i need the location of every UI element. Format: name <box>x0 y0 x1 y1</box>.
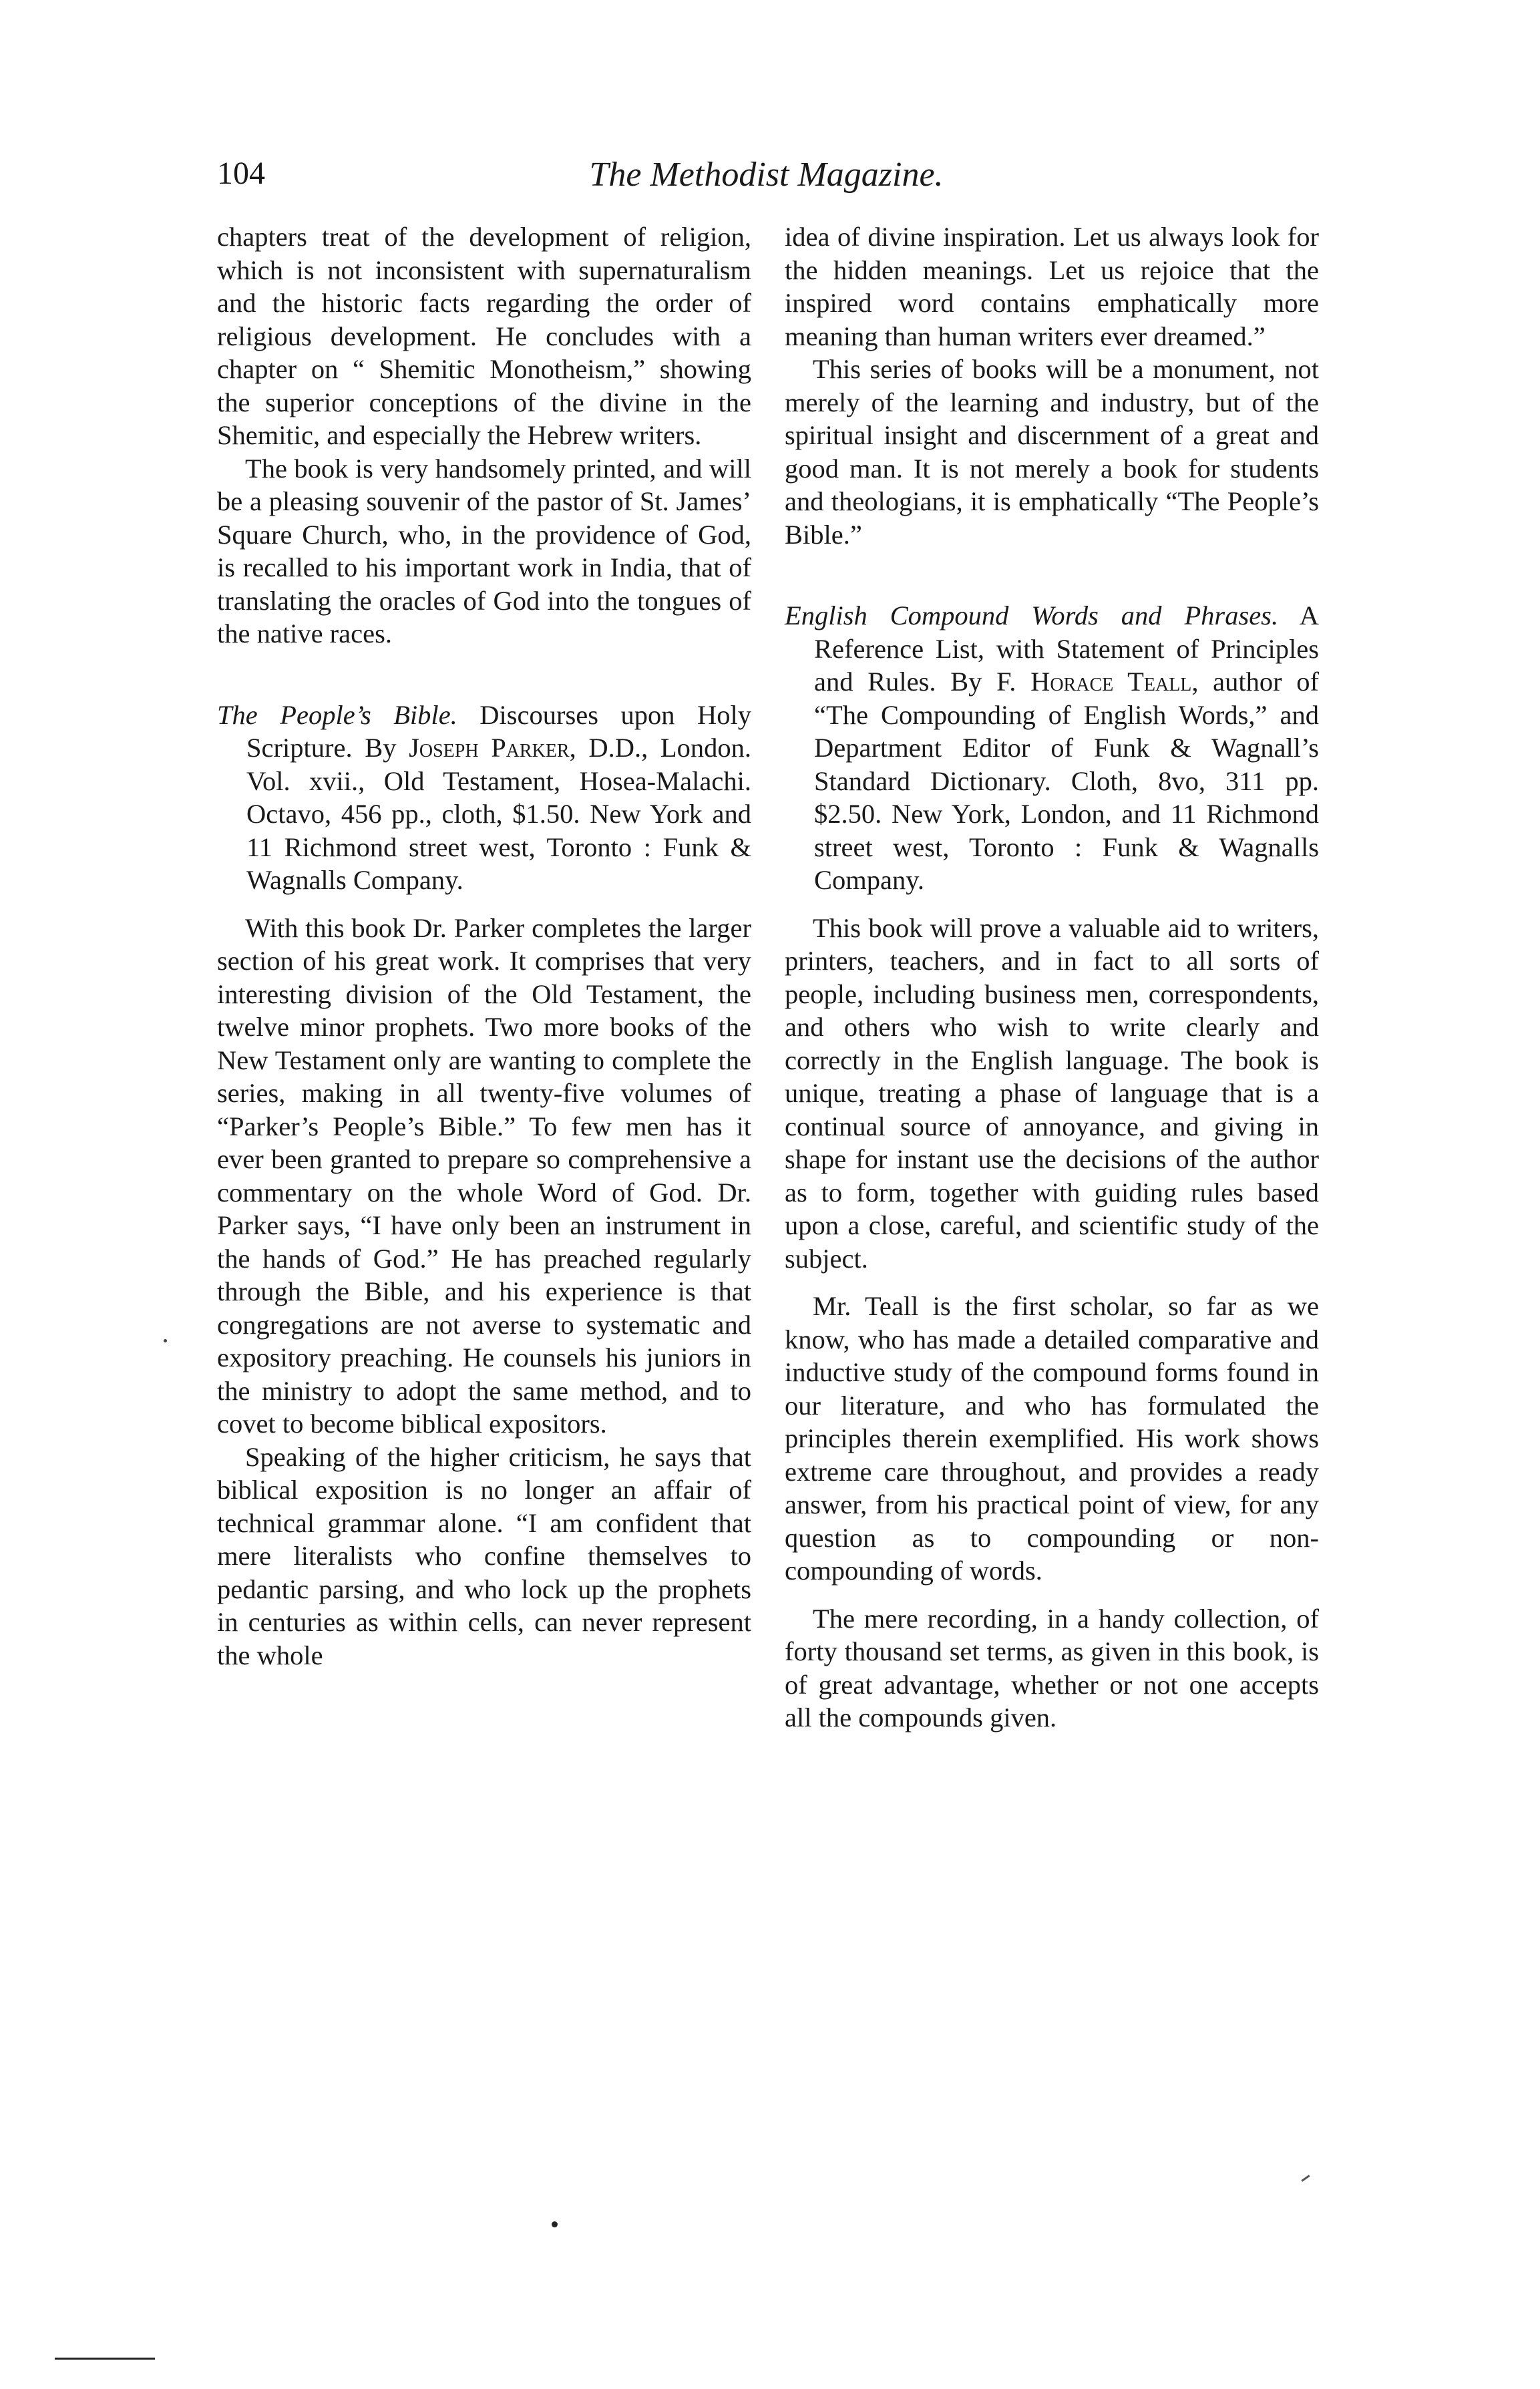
book-details: , author of “The Compounding of English Words,” and Department Editor of Funk & Wagnall’s Standard Dictionary. Cloth, 8vo, 311 pp. $2.50. New York, London, and 11 Richmond street west, Toronto : Funk & Wagnalls Company. <box>814 667 1320 895</box>
paragraph: The mere recording, in a handy collection, of forty thousand set terms, as given in this book, is of great advantage, whether or not one accepts all the compounds given. <box>785 1603 1319 1732</box>
book-details: A Reference List, with Statement of Principles and Rules. By F. <box>814 600 1320 697</box>
right-column <box>785 220 1319 1734</box>
print-speck <box>164 1339 167 1342</box>
book-entry-peoples-bible <box>217 699 751 897</box>
page-number: 104 <box>217 156 265 191</box>
paragraph: Mr. Teall is the first scholar, so far as we know, who has made a detailed comparative and inductive study of the compound forms found in our literature, and who has formulated the principles therein exemplified. His work shows extreme care throughout, and provides a ready answer, from his practical point of view, for any question as to compounding or non-compounding of words. <box>785 1291 1319 1586</box>
paragraph: chapters treat of the development of religion, which is not inconsistent with supernaturalism and the historic facts regarding the order of religious development. He concludes with a chapter on “ Shemitic Monotheism,” showing the superior conceptions of the divine in the Shemitic, and especially the Hebrew writers. <box>217 222 751 450</box>
print-dot <box>552 2221 558 2227</box>
book-details: , D.D., London. Vol. xvii., Old Testament, Hosea-Malachi. Octavo, 456 pp., cloth, $1.50. New York and 11 Richmond street west, Toronto : Funk & Wagnalls Company. <box>246 733 751 895</box>
page-header <box>217 155 1316 202</box>
paragraph: Speaking of the higher criticism, he says that biblical exposition is no longer an affair of technical grammar alone. “I am confident that mere literalists who confine themselves to pedantic parsing, and who lock up the prophets in centuries as within cells, can never represent the whole <box>217 1441 751 1670</box>
left-column <box>217 220 751 1672</box>
book-author: Joseph Parker <box>409 733 570 763</box>
book-title: English Compound Words and Phrases. <box>785 600 1279 630</box>
book-title: The People’s Bible. <box>217 699 457 730</box>
book-entry-compound-words <box>785 599 1319 897</box>
paragraph: This book will prove a valuable aid to writers, printers, teachers, and in fact to all sorts of people, including business men, correspondents, and others who wish to write clearly and correctly in the English language. The book is unique, treating a phase of language that is a continual source of annoyance, and giving in shape for instant use the decisions of the author as to form, together with guiding rules based upon a close, careful, and scientific study of the subject. <box>785 912 1319 1274</box>
book-details: Discourses upon Holy Scripture. By <box>246 699 751 763</box>
bottom-rule <box>55 2358 155 2360</box>
print-mark <box>1301 2175 1310 2181</box>
paragraph: idea of divine inspiration. Let us always look for the hidden meanings. Let us rejoice that the inspired word contains emphatically more meaning than human writers ever dreamed.” <box>785 222 1319 351</box>
paragraph: This series of books will be a monument, not merely of the learning and industry, but of the spiritual insight and discernment of a great and good man. It is not merely a book for students and theologians, it is emphatically “The People’s Bible.” <box>785 354 1319 550</box>
running-title: The Methodist Magazine. <box>589 156 944 194</box>
paragraph: The book is very handsomely printed, and will be a pleasing souvenir of the pastor of St. James’ Square Church, who, in the providence of God, is recalled to his important work in India, that of translating the oracles of God into the tongues of the native races. <box>217 453 751 649</box>
paragraph: With this book Dr. Parker completes the larger section of his great work. It comprises that very interesting division of the Old Testament, the twelve minor prophets. Two more books of the New Testament only are wanting to complete the series, making in all twenty-five volumes of “Parker’s People’s Bible.” To few men has it ever been granted to prepare so comprehensive a commentary on the whole Word of God. Dr. Parker says, “I have only been an instrument in the hands of God.” He has preached regularly through the Bible, and his experience is that congregations are not averse to systematic and expository preaching. He counsels his juniors in the ministry to adopt the same method, and to covet to become biblical expositors. <box>217 912 751 1439</box>
book-author: Horace Teall <box>1030 667 1192 697</box>
